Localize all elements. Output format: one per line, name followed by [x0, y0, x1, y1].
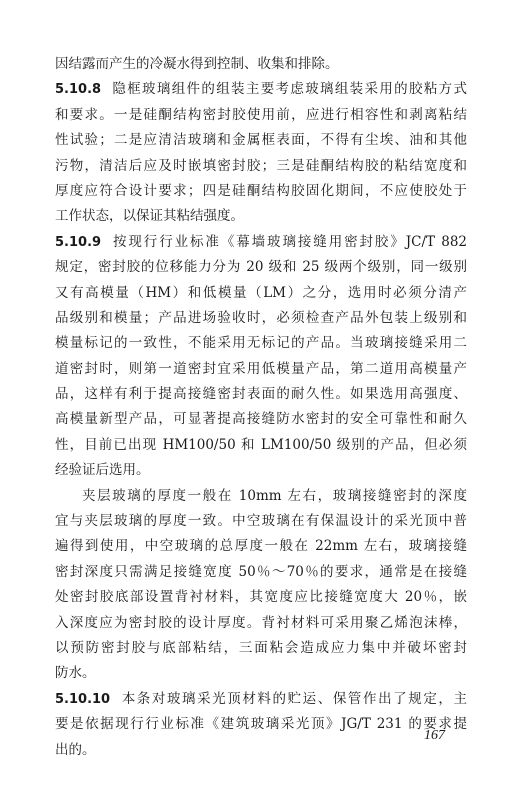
text-line: 品级别和模量；产品进场验收时，必须检查产品外包装上级别和 [55, 309, 467, 326]
text-line: 防水。 [55, 665, 96, 682]
section-5-10-9 [55, 230, 467, 484]
paragraph-continuation [55, 52, 467, 77]
text-line: 工作状态，以保证其粘结强度。 [55, 208, 244, 225]
text-line: 模量标记的一致性，不能采用无标记的产品。当玻璃接缝采用二 [55, 335, 467, 352]
text-line: 道密封时，则第一道密封宜采用低模量产品，第二道用高模量产 [55, 360, 467, 377]
text-line: 品，这样有利于提高接缝密封表面的耐久性。如果选用高强度、 [55, 386, 467, 403]
text-line-content: 隐框玻璃组件的组装主要考虑玻璃组装采用的胶粘方式 [111, 81, 467, 98]
page-number: 167 [424, 728, 445, 743]
text-line: 污物，清洁后应及时嵌填密封胶；三是硅酮结构胶的粘结宽度和 [55, 157, 467, 174]
text-line: 出的。 [55, 741, 96, 758]
text-line: 经验证后选用。 [55, 462, 150, 479]
section-5-10-8 [55, 77, 467, 229]
text-line: 厚度应符合设计要求；四是硅酮结构胶固化期间，不应使胶处于 [55, 182, 467, 199]
section-number: 5.10.8 [55, 82, 102, 98]
text-line: 夹层玻璃的厚度一般在 10mm 左右，玻璃接缝密封的深度 [82, 487, 467, 504]
text-line: 因结露而产生的冷凝水得到控制、收集和排除。 [55, 56, 339, 72]
text-line: 要是依据现行行业标准《建筑玻璃采光顶》JG/T 231 的要求提 [55, 716, 467, 733]
text-line [55, 687, 467, 712]
text-line: 入深度应为密封胶的设计厚度。背衬材料可采用聚乙烯泡沫棒， [55, 614, 467, 631]
text-line: 密封深度只需满足接缝宽度 50％～70％的要求，通常是在接缝 [55, 563, 467, 580]
text-line: 性，目前已出现 HM100/50 和 LM100/50 级别的产品，但必须 [55, 436, 467, 453]
page-body [55, 52, 467, 763]
paragraph-laminated-glass [55, 484, 467, 687]
text-line: 以预防密封胶与底部粘结，三面粘会造成应力集中并破坏密封 [55, 639, 467, 656]
text-line: 宜与夹层玻璃的厚度一致。中空玻璃在有保温设计的采光顶中普 [55, 513, 467, 530]
text-line [55, 77, 467, 102]
text-line: 性试验；二是应清洁玻璃和金属框表面，不得有尘埃、油和其他 [55, 132, 467, 149]
text-line-content: 按现行行业标准《幕墙玻璃接缝用密封胶》JC/T 882 [111, 233, 467, 250]
text-line: 处密封胶底部设置背衬材料，其宽度应比接缝宽度大 20％，嵌 [55, 589, 467, 606]
text-line: 规定，密封胶的位移能力分为 20 级和 25 级两个级别，同一级别 [55, 259, 467, 276]
text-line: 又有高模量（HM）和低模量（LM）之分，选用时必须分清产 [55, 284, 467, 301]
text-line: 和要求。一是硅酮结构密封胶使用前，应进行相容性和剥离粘结 [55, 106, 467, 123]
text-line-content: 本条对玻璃采光顶材料的贮运、保管作出了规定，主 [120, 690, 467, 707]
text-line [55, 230, 467, 255]
text-line: 高模量新型产品，可显著提高接缝防水密封的安全可靠性和耐久 [55, 411, 467, 428]
section-number: 5.10.9 [55, 234, 102, 250]
section-5-10-10 [55, 687, 467, 763]
section-number: 5.10.10 [55, 691, 111, 707]
text-line: 遍得到使用，中空玻璃的总厚度一般在 22mm 左右，玻璃接缝 [55, 538, 467, 555]
